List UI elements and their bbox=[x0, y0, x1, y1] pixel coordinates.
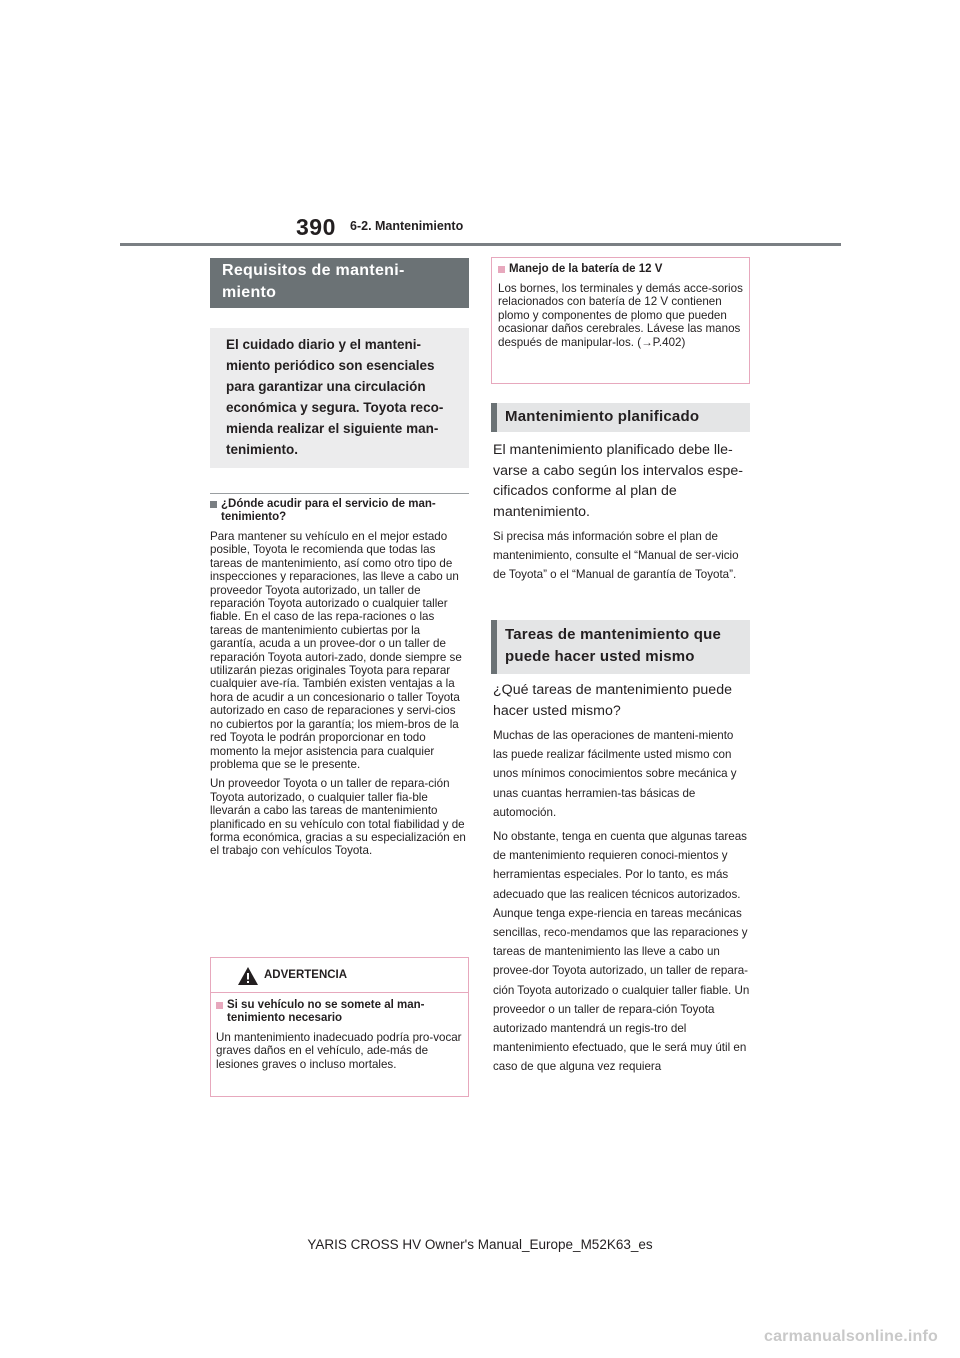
diy-text-1: Muchas de las operaciones de manteni-miento las puede realizar fácilmente usted mismo con unos mínimos conocimientos sobre mecánica y unas cuantas herramien-tas básicas de automoción. bbox=[493, 729, 737, 819]
left-column bbox=[210, 258, 469, 858]
warning-box bbox=[210, 957, 469, 1097]
warning-header bbox=[216, 964, 463, 986]
section-label: 6-2. Mantenimiento bbox=[350, 219, 464, 233]
subhead-text: ¿Dónde acudir para el servicio de man-tenimiento? bbox=[221, 498, 436, 523]
watermark: carmanualsonline.info bbox=[763, 1328, 938, 1345]
warning-text: Un mantenimiento inadecuado podría pro-vocar graves daños en el vehículo, ade-más de lesiones graves o incluso mortales. bbox=[216, 1031, 462, 1071]
section-title-requirements: Requisitos de manteni-miento bbox=[210, 258, 469, 308]
square-bullet-icon bbox=[498, 266, 505, 273]
diy-lead: ¿Qué tareas de mantenimiento puede hacer usted mismo? bbox=[493, 682, 732, 719]
paragraph-dealer: Un proveedor Toyota o un taller de repara-ción Toyota autorizado, o cualquier taller fia-ble llevarán a cabo las tareas de mantenimiento planificado en su vehículo con total fiabilidad y de forma económica, gracias a su especialización en el trabajo con vehículos Toyota. bbox=[210, 777, 466, 858]
warning-title: ADVERTENCIA bbox=[264, 969, 348, 981]
square-bullet-icon bbox=[216, 1002, 223, 1009]
page-number: 390 bbox=[296, 214, 336, 240]
warning-subhead bbox=[216, 999, 463, 1025]
square-bullet-icon bbox=[210, 501, 217, 508]
battery-note-box bbox=[491, 257, 750, 384]
divider bbox=[210, 493, 469, 494]
planned-text: Si precisa más información sobre el plan de mantenimiento, consulte el “Manual de ser-vicio de Toyota” o el “Manual de garantía de Toyota”. bbox=[493, 530, 739, 582]
warning-divider bbox=[211, 992, 468, 993]
header-rule bbox=[120, 243, 841, 246]
subhead-where bbox=[210, 498, 469, 524]
intro-box: El cuidado diario y el manteni-miento periódico son esenciales para garantizar una circulación económica y segura. Toyota reco-mienda realizar el siguiente man-tenimiento. bbox=[210, 328, 469, 468]
warning-subhead-text: Si su vehículo no se somete al man-tenimiento necesario bbox=[227, 999, 425, 1024]
diy-content bbox=[493, 680, 750, 1077]
battery-text: Los bornes, los terminales y demás acce-sorios relacionados con batería de 12 V contienen plomo y componentes de plomo que pueden ocasionar daños cerebrales. Lávese las manos después de manipular-los. (→P.402) bbox=[498, 282, 743, 349]
battery-subhead-text: Manejo de la batería de 12 V bbox=[509, 263, 663, 275]
diy-text-2: No obstante, tenga en cuenta que algunas tareas de mantenimiento requieren conoci-mientos y herramientas especiales. Por lo tanto, es más adecuado que las realicen técnicos autorizados. Aunque tenga expe-riencia en tareas mecánicas sencillas, reco-mendamos que las reparaciones y tareas de mantenimiento las lleve a cabo un provee-dor Toyota autorizado, un taller de repara-ción Toyota autorizado o cualquier taller fiable. Un proveedor o un taller de repara-ción Toyota autorizado mantendrá un regis-tro del mantenimiento efectuado, que le será muy útil en caso de que alguna vez requiera bbox=[493, 830, 750, 1074]
planned-content bbox=[493, 440, 750, 585]
footer: YARIS CROSS HV Owner's Manual_Europe_M52K63_es bbox=[307, 1237, 653, 1252]
section-title-diy: Tareas de mantenimiento que puede hacer usted mismo bbox=[491, 620, 750, 674]
planned-lead: El mantenimiento planificado debe lle-varse a cabo según los intervalos espe-cificados conforme al plan de mantenimiento. bbox=[493, 442, 743, 520]
warning-triangle-icon bbox=[237, 966, 259, 986]
section-title-planned: Mantenimiento planificado bbox=[491, 403, 750, 432]
paragraph-service: Para mantener su vehículo en el mejor estado posible, Toyota le recomienda que todas las tareas de mantenimiento, así como otro tipo de inspecciones y reparaciones, las lleve a cabo un proveedor Toyota autorizado, un taller de reparación Toyota autorizado o cualquier taller fiable. En el caso de las repa-raciones o las tareas de mantenimiento cubiertas por la garantía, acuda a un provee-dor o un taller de reparación Toyota autori-zado, donde siempre se utilizarán piezas originales Toyota para reparar cualquier ave-ría. También existen ventajas a la hora de acudir a un concesionario o taller Toyota autorizado en caso de reparaciones y servi-cios no cubiertos por la garantía; los miem-bros de la red Toyota le podrán proporcionar en todo momento la mejor asistencia para cualquier problema que se le presente. bbox=[210, 530, 462, 771]
battery-subhead bbox=[498, 263, 743, 276]
